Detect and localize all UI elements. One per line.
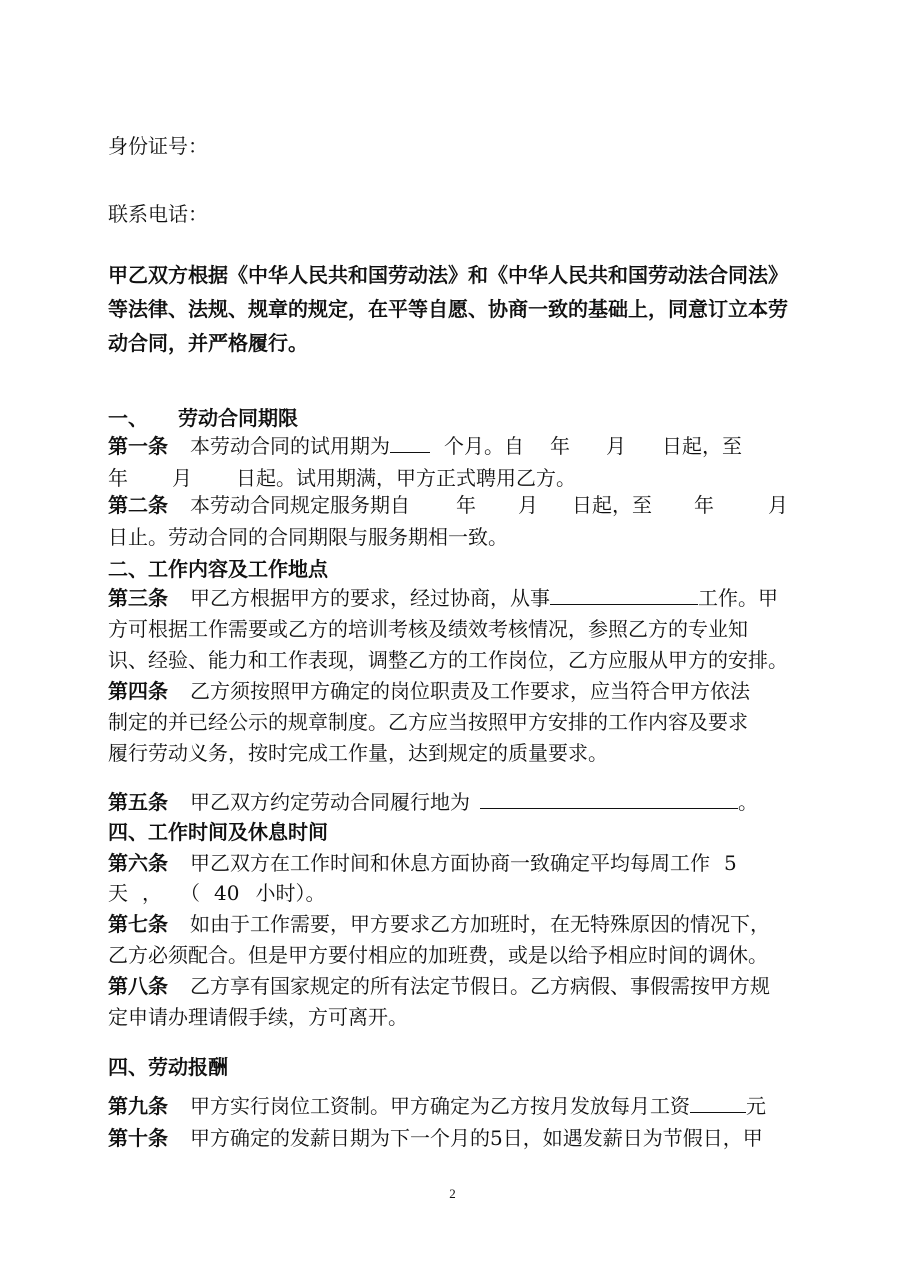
article-label: 第二条 — [108, 493, 168, 517]
blank-field — [690, 1092, 746, 1113]
article-7-line-1: 第七条 如由于工作需要，甲方要求乙方加班时，在无特殊原因的情况下， — [108, 912, 770, 936]
article-1-line-1: 第一条 本劳动合同的试用期为 个月。自 年 月 日起，至 — [108, 434, 742, 458]
article-label: 第五条 — [108, 790, 168, 814]
article-2-line-2: 日止。劳动合同的合同期限与服务期相一致。 — [108, 525, 508, 549]
article-3-line-2: 方可根据工作需要或乙方的培训考核及绩效考核情况，参照乙方的专业知 — [108, 617, 748, 641]
article-4-line-3: 履行劳动义务，按时完成工作量，达到规定的质量要求。 — [108, 741, 608, 765]
page-number: 2 — [449, 1186, 456, 1201]
section-number: 一、 — [108, 406, 148, 430]
article-label: 第八条 — [108, 974, 168, 998]
article-8-line-1: 第八条 乙方享有国家规定的所有法定节假日。乙方病假、事假需按甲方规 — [108, 974, 770, 998]
article-6-line-2: 天 ， （ 40 小时）。 — [108, 881, 326, 905]
phone-label: 联系电话： — [108, 202, 208, 226]
article-3-line-1: 第三条 甲乙方根据甲方的要求，经过协商，从事 工作。甲 — [108, 586, 778, 610]
blank-field — [480, 788, 738, 809]
section-heading-1 — [108, 404, 298, 432]
article-label: 第九条 — [108, 1094, 168, 1118]
intro-line-3: 动合同，并严格履行。 — [108, 331, 308, 355]
article-8-line-2: 定申请办理请假手续，方可离开。 — [108, 1005, 408, 1029]
article-label: 第七条 — [108, 912, 168, 936]
article-label: 第三条 — [108, 586, 168, 610]
article-1-line-2: 年 月 日起。试用期满，甲方正式聘用乙方。 — [108, 466, 576, 490]
blank-field — [390, 432, 430, 453]
section-title: 劳动合同期限 — [178, 406, 298, 430]
article-label: 第四条 — [108, 679, 168, 703]
article-6-line-1: 第六条 甲乙双方在工作时间和休息方面协商一致确定平均每周工作 5 — [108, 851, 737, 875]
section-heading-4: 四、劳动报酬 — [108, 1055, 228, 1079]
article-label: 第十条 — [108, 1126, 168, 1150]
article-3-line-3: 识、经验、能力和工作表现，调整乙方的工作岗位，乙方应服从甲方的安排。 — [108, 648, 788, 672]
article-2-line-1: 第二条 本劳动合同规定服务期自 年 月 日起，至 年 月 — [108, 493, 788, 517]
intro-line-2: 等法律、法规、规章的规定，在平等自愿、协商一致的基础上，同意订立本劳 — [108, 297, 788, 321]
article-label: 第六条 — [108, 851, 168, 875]
intro-line-1: 甲乙双方根据《中华人民共和国劳动法》和《中华人民共和国劳动法合同法》 — [108, 263, 788, 287]
article-5-line-1: 第五条 甲乙双方约定劳动合同履行地为 。 — [108, 790, 758, 814]
article-9-line-1: 第九条 甲方实行岗位工资制。甲方确定为乙方按月发放每月工资 元 — [108, 1094, 766, 1118]
section-heading-2: 二、工作内容及工作地点 — [108, 557, 328, 581]
article-label: 第一条 — [108, 434, 168, 458]
article-4-line-2: 制定的并已经公示的规章制度。乙方应当按照甲方安排的工作内容及要求 — [108, 710, 748, 734]
id-number-label: 身份证号： — [108, 134, 208, 158]
article-7-line-2: 乙方必须配合。但是甲方要付相应的加班费，或是以给予相应时间的调休。 — [108, 943, 768, 967]
blank-field — [550, 584, 698, 605]
article-4-line-1: 第四条 乙方须按照甲方确定的岗位职责及工作要求，应当符合甲方依法 — [108, 679, 750, 703]
section-heading-3: 四、工作时间及休息时间 — [108, 820, 328, 844]
article-10-line-1: 第十条 甲方确定的发薪日期为下一个月的5日，如遇发薪日为节假日，甲 — [108, 1126, 763, 1150]
